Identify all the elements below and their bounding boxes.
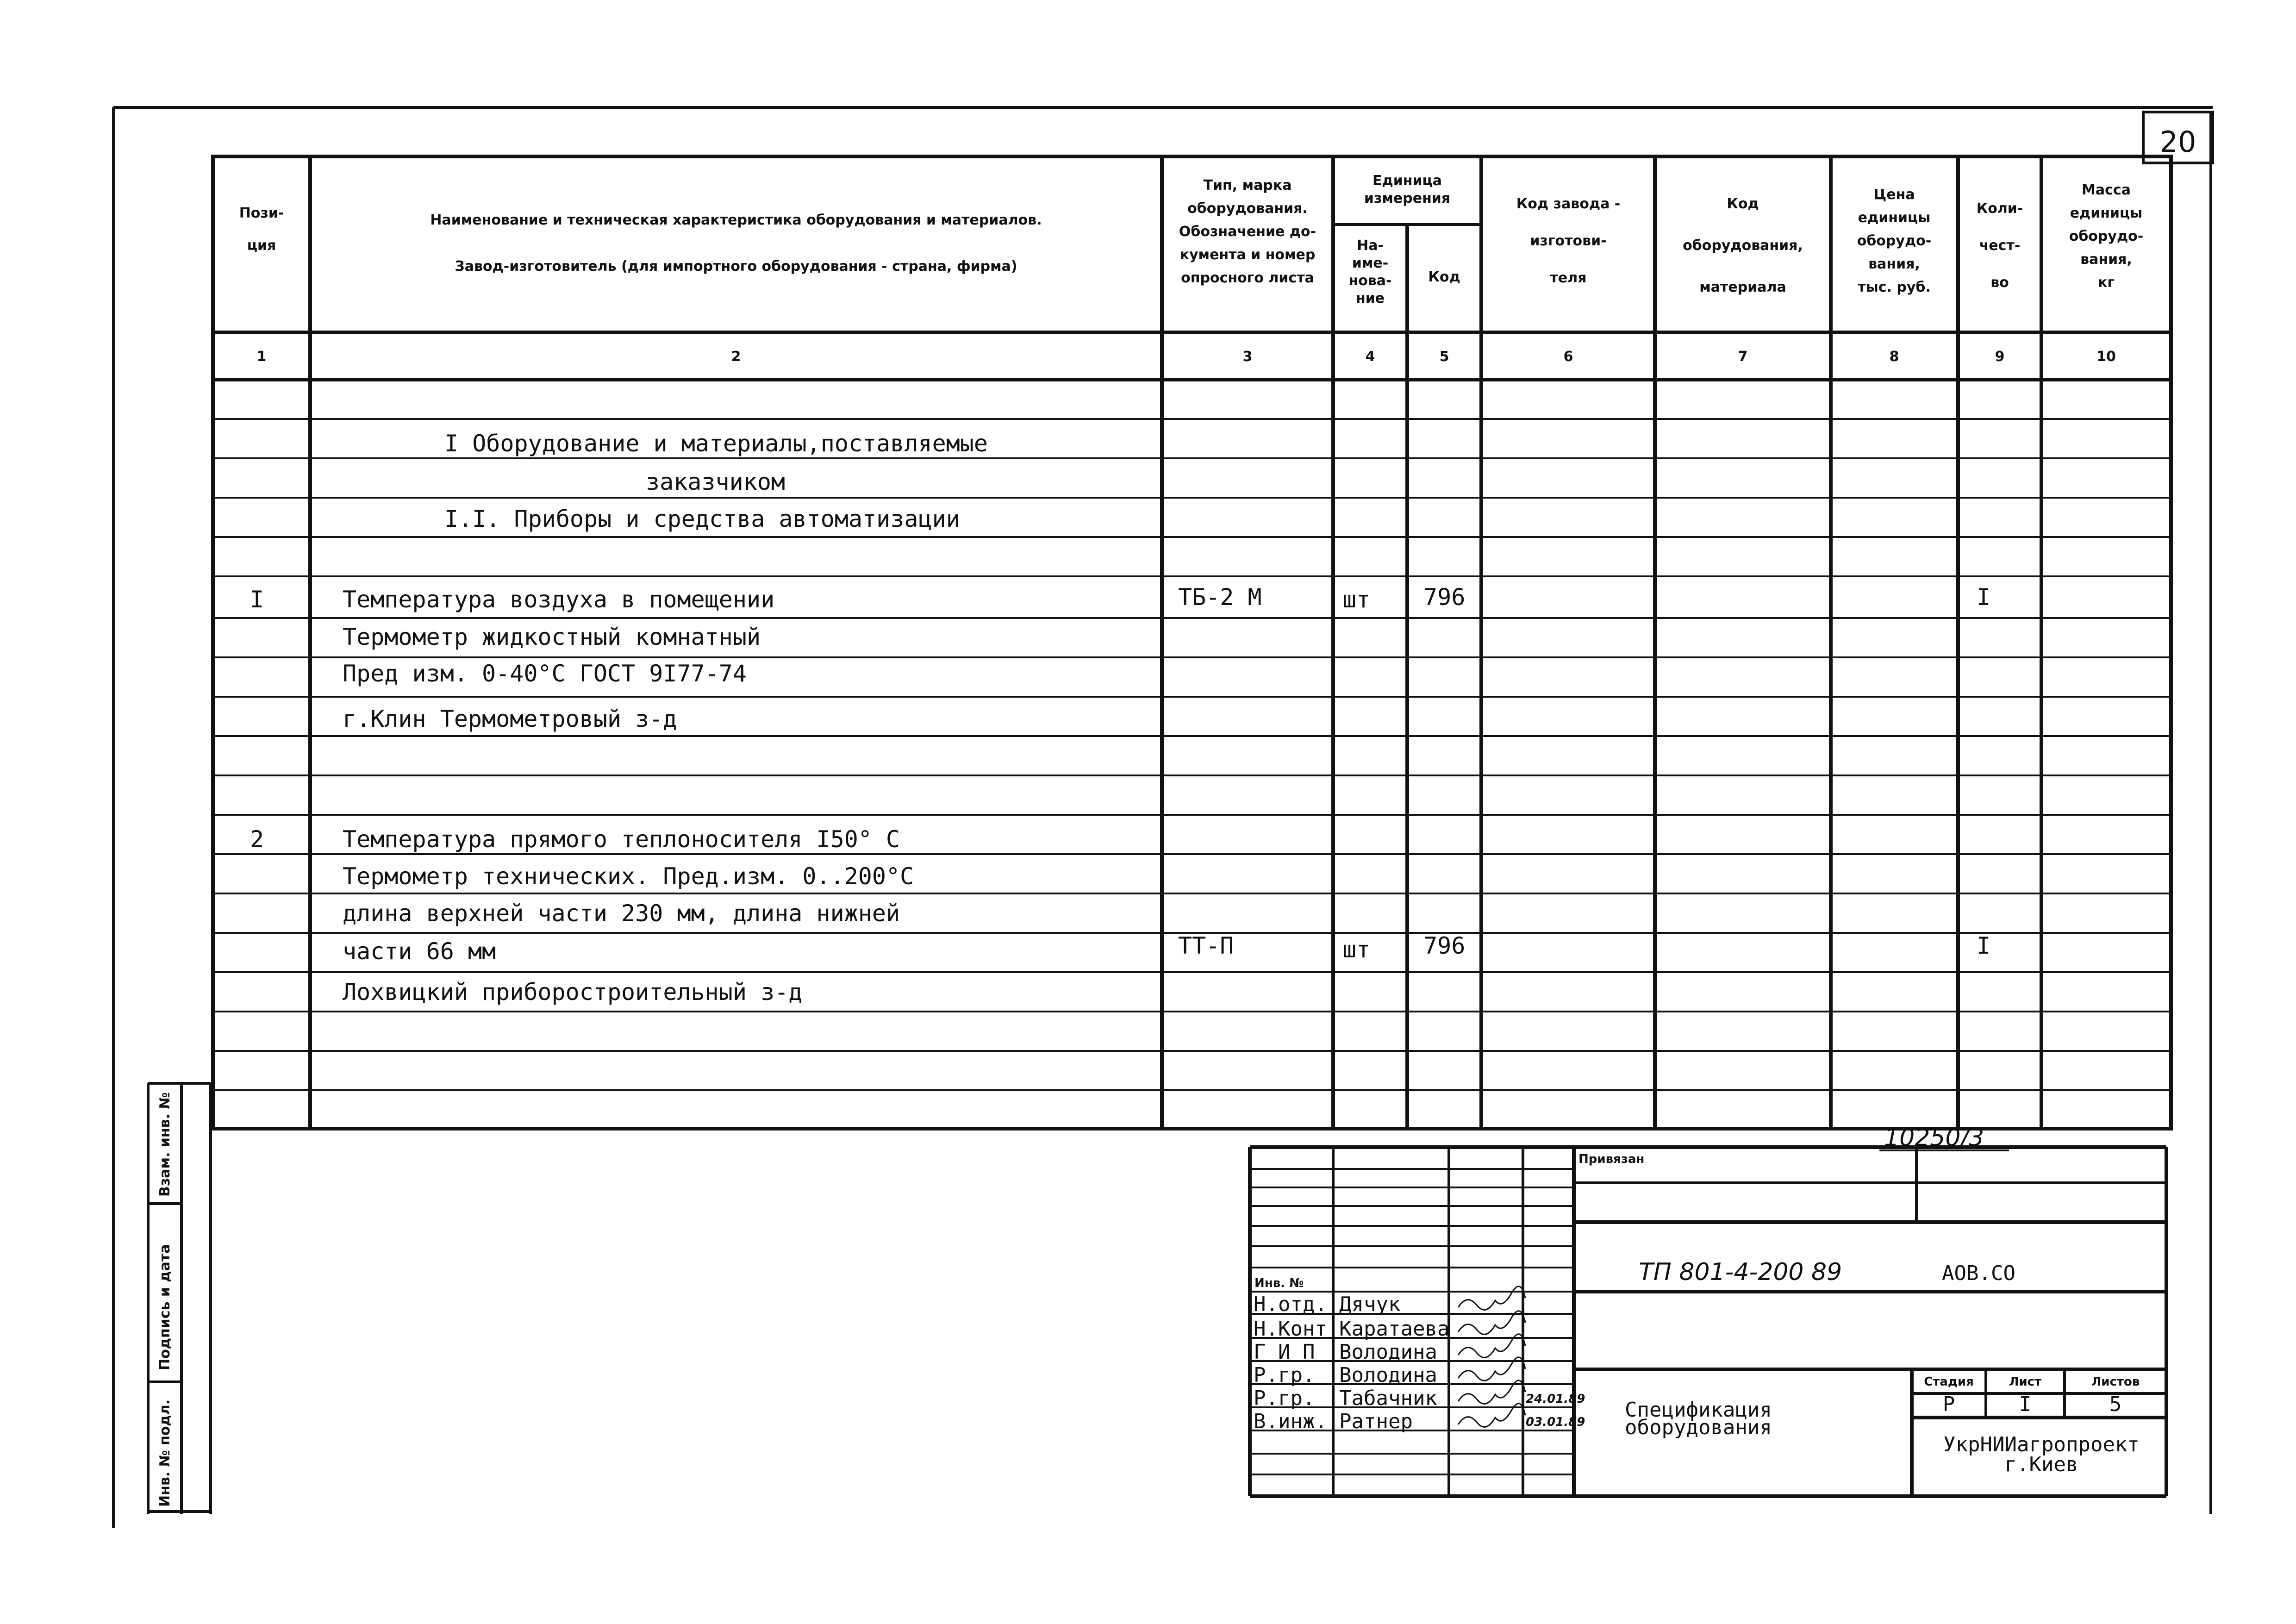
header-unit-group: Единица <box>1373 173 1442 189</box>
header-name: Завод-изготовитель (для импортного оборудования - страна, фирма) <box>455 258 1017 275</box>
section-title-line2: заказчиком <box>646 468 786 495</box>
project-code: ТП 801-4-200 89 <box>1639 1258 1842 1286</box>
header-price: единицы <box>1858 210 1931 226</box>
item-line: Температура прямого теплоносителя I50° C <box>343 826 900 853</box>
header-unit-code: Код <box>1428 269 1460 285</box>
item-type: ТБ-2 М <box>1178 584 1262 611</box>
inv-no-label: Инв. № <box>1254 1276 1304 1290</box>
item-unit: шт <box>1342 586 1371 613</box>
item-line: г.Клин Термометровый з-д <box>343 706 677 732</box>
header-manufacturer-code: Код завода - <box>1516 196 1621 212</box>
column-number: 2 <box>731 349 741 365</box>
header-manufacturer-code: изготови- <box>1530 233 1607 249</box>
header-unit-name: нова- <box>1348 273 1392 289</box>
column-number: 1 <box>256 349 267 365</box>
column-number: 6 <box>1563 349 1573 365</box>
item-line: Лохвицкий приборостроительный з-д <box>343 979 803 1006</box>
header-type: опросного листа <box>1181 270 1314 286</box>
header-price: тыс. руб. <box>1858 279 1931 295</box>
organization-name: УкрНИИагропроект <box>1943 1433 2140 1456</box>
signer-name: Табачник <box>1339 1387 1437 1410</box>
privyazan-label: Привязан <box>1578 1152 1645 1166</box>
document-mark: АОВ.СО <box>1942 1262 2015 1285</box>
column-number: 7 <box>1738 349 1748 365</box>
column-number: 9 <box>1995 349 2005 365</box>
item-position: I <box>250 586 264 613</box>
header-price: вания, <box>1868 256 1920 272</box>
signer-name: Володина <box>1339 1363 1437 1387</box>
header-type: кумента и номер <box>1179 247 1316 263</box>
sheet-value: I <box>2019 1393 2032 1416</box>
header-unit-name: име- <box>1352 255 1389 271</box>
signer-role: В.инж. <box>1254 1410 1327 1433</box>
sheets-value: 5 <box>2109 1393 2122 1416</box>
signer-name: Каратаева <box>1339 1317 1450 1341</box>
header-unit-name: На- <box>1357 237 1384 254</box>
item-quantity: I <box>1976 932 1991 959</box>
header-position: Пози- <box>239 205 284 221</box>
side-label-vzam: Взам. инв. № <box>157 1092 173 1197</box>
column-number: 3 <box>1242 349 1253 365</box>
side-label-podpis: Подпись и дата <box>157 1244 173 1370</box>
signer-role: Р.гр. <box>1254 1387 1315 1410</box>
document-title-line1: Спецификация <box>1625 1398 1772 1422</box>
item-row-2 <box>250 826 1990 1006</box>
header-mass: вания, <box>2080 251 2132 268</box>
signers-list <box>1254 1287 1585 1433</box>
item-quantity: I <box>1976 584 1991 611</box>
item-unit: шт <box>1342 936 1371 963</box>
header-quantity: Коли- <box>1976 200 2023 217</box>
item-line: Пред изм. 0-40°C ГОСТ 9I77-74 <box>343 660 747 687</box>
header-unit-group: измерения <box>1364 190 1451 206</box>
header-quantity: во <box>1990 275 2009 291</box>
subsection-title: I.I. Приборы и средства автоматизации <box>444 506 960 532</box>
signer-role: Р.гр. <box>1254 1363 1315 1387</box>
signer-date: 24.01.89 <box>1526 1392 1585 1406</box>
column-number: 10 <box>2096 349 2116 365</box>
header-quantity: чест- <box>1979 237 2021 254</box>
item-line: Термометр жидкостный комнатный <box>343 624 761 650</box>
header-mass: кг <box>2097 275 2115 291</box>
header-type: Обозначение до- <box>1179 224 1316 240</box>
item-line: Температура воздуха в помещении <box>343 586 775 613</box>
side-label-inv-podl: Инв. № подл. <box>157 1399 173 1507</box>
header-equipment-code: Код <box>1727 196 1759 212</box>
stage-value: Р <box>1942 1393 1955 1416</box>
signer-role: Н.Конт <box>1254 1317 1327 1341</box>
header-position: ция <box>247 237 276 254</box>
signature <box>1458 1287 1525 1310</box>
header-name: Наименование и техническая характеристика оборудования и материалов. <box>430 212 1042 228</box>
header-price: оборудо- <box>1857 233 1932 249</box>
sheet-label: Лист <box>2009 1375 2042 1389</box>
stage-label: Стадия <box>1924 1375 1974 1389</box>
item-line: Термометр технических. Пред.изм. 0..200°C <box>343 863 914 890</box>
section-title-line1: I Оборудование и материалы,поставляемые <box>444 430 988 457</box>
item-line: длина верхней части 230 мм, длина нижней <box>343 900 900 927</box>
signer-role: Н.отд. <box>1254 1293 1327 1316</box>
column-number: 5 <box>1439 349 1449 365</box>
item-unit-code: 796 <box>1423 584 1466 611</box>
header-manufacturer-code: теля <box>1550 270 1587 286</box>
header-mass: оборудо- <box>2069 228 2144 244</box>
organization-city: г.Киев <box>2004 1453 2078 1476</box>
column-number: 8 <box>1889 349 1899 365</box>
signer-role: Г И П <box>1254 1340 1315 1364</box>
sheets-label: Листов <box>2091 1375 2140 1389</box>
signer-name: Володина <box>1339 1340 1437 1364</box>
header-price: Цена <box>1873 187 1915 203</box>
table-header <box>239 173 2144 306</box>
header-unit-name: ние <box>1355 290 1385 306</box>
page-number: 20 <box>2159 125 2196 159</box>
header-mass: единицы <box>2070 205 2143 221</box>
header-equipment-code: материала <box>1699 279 1786 295</box>
item-position: 2 <box>250 826 264 853</box>
column-number-row <box>257 349 2116 365</box>
signer-name: Ратнер <box>1339 1410 1413 1433</box>
archive-number: 10250/3 <box>1884 1124 1984 1152</box>
side-strip <box>148 1083 211 1514</box>
header-equipment-code: оборудования, <box>1683 237 1803 254</box>
item-unit-code: 796 <box>1423 932 1466 959</box>
signer-name: Дячук <box>1339 1293 1401 1316</box>
header-mass: Масса <box>2082 182 2131 198</box>
column-number: 4 <box>1365 349 1375 365</box>
signer-date: 03.01.89 <box>1526 1415 1585 1429</box>
document-title-line2: оборудования <box>1625 1416 1772 1439</box>
header-type: Тип, марка <box>1203 177 1292 194</box>
item-line: части 66 мм <box>343 938 496 965</box>
header-type: оборудования. <box>1187 200 1308 217</box>
item-type: ТТ-П <box>1178 932 1234 959</box>
